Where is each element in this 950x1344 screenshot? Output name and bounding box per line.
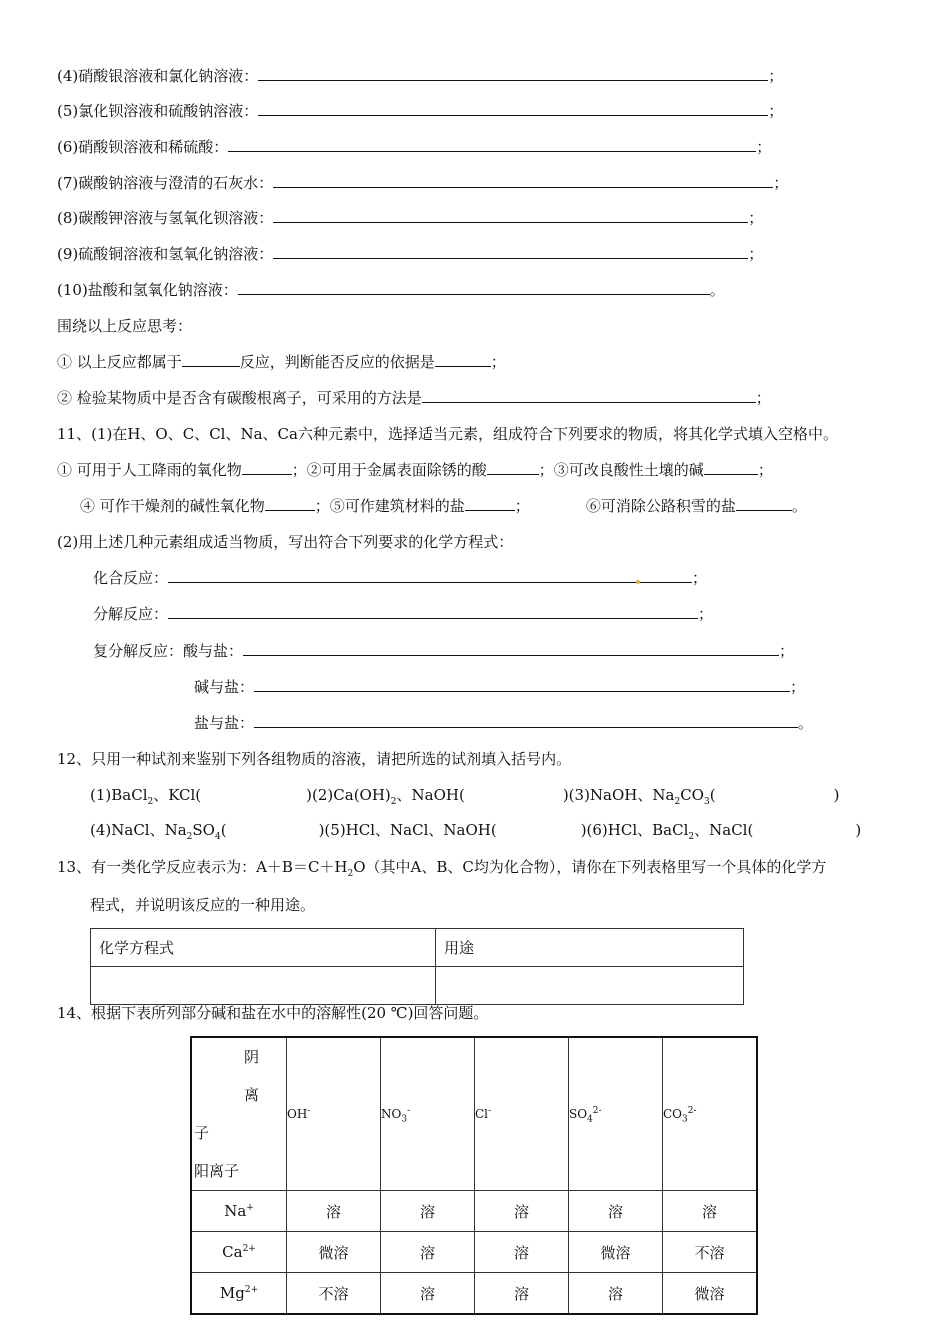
- cation-na: Na+: [191, 1191, 287, 1232]
- table-row: [191, 1232, 757, 1273]
- cation-ca: $Ca^{2+}$: [191, 1232, 287, 1273]
- solubility-cell: 溶: [381, 1191, 475, 1232]
- cation-mg: $Mg^{2+}$: [191, 1273, 287, 1315]
- q13-intro: 13、有一类化学反应表示为：$A+B=C+H_2O$（其中A、B、C均为化合物），请你在下列表格里写一个具体的化学方: [57, 858, 827, 879]
- table-row: [191, 1191, 757, 1232]
- q11-intro: 11、(1)在H、O、C、Cl、Na、Ca六种元素中，选择适当元素，组成符合下列要求的物质，将其化学式填入空格中。: [57, 425, 838, 443]
- answer-blank[interactable]: [243, 641, 779, 656]
- answer-blank[interactable]: [242, 460, 292, 475]
- answer-blank[interactable]: [258, 101, 768, 116]
- stray-dot: [636, 580, 640, 584]
- solubility-cell: 溶: [569, 1191, 663, 1232]
- anion-so4: $SO_4^{2-}$: [569, 1037, 663, 1191]
- answer-blank[interactable]: [228, 137, 756, 152]
- q11-part2: (2)用上述几种元素组成适当物质，写出符合下列要求的化学方程式：: [57, 533, 514, 551]
- equation-cell[interactable]: [91, 967, 436, 1005]
- corner-header: 阴 离 子 阳离子: [191, 1037, 287, 1191]
- answer-blank[interactable]: [273, 173, 773, 188]
- solubility-cell: 溶: [475, 1273, 569, 1315]
- q12-row2: (4)NaCl、$Na_2SO_4$( )(5)HCl、NaCl、NaOH( )(6)HCl、BaCl$_2$、NaCl( ): [90, 821, 862, 842]
- solubility-cell: 溶: [381, 1273, 475, 1315]
- answer-blank[interactable]: [487, 460, 539, 475]
- reaction-10: (10)盐酸和氢氧化钠溶液： 。: [57, 281, 725, 299]
- reaction-5: (5)氯化钡溶液和硫酸钠溶液： ；: [57, 102, 784, 120]
- solubility-table: [190, 1036, 758, 1315]
- anion-no3: $NO_3^-$: [381, 1037, 475, 1191]
- think-1: ① 以上反应都属于 反应，判断能否反应的依据是 ；: [57, 353, 506, 371]
- anion-oh: OH-: [287, 1037, 381, 1191]
- solubility-cell: 微溶: [287, 1232, 381, 1273]
- answer-blank[interactable]: [273, 244, 748, 259]
- q11-line-b: ④ 可作干燥剂的碱性氧化物 ；⑤可作建筑材料的盐 ； ⑥可消除公路积雪的盐 。: [80, 497, 807, 515]
- answer-blank[interactable]: [258, 66, 768, 81]
- solubility-cell: 不溶: [663, 1232, 758, 1273]
- answer-blank[interactable]: [168, 604, 698, 619]
- answer-blank[interactable]: [265, 496, 315, 511]
- answer-blank[interactable]: [465, 496, 515, 511]
- reaction-4: (4)硝酸银溶液和氯化钠溶液： ；: [57, 67, 784, 85]
- double-displacement-acid-salt: 复分解反应：酸与盐： ；: [93, 642, 795, 660]
- solubility-cell: 溶: [475, 1191, 569, 1232]
- reaction-6: (6)硝酸钡溶液和稀硫酸： ；: [57, 138, 772, 156]
- answer-blank[interactable]: [273, 208, 748, 223]
- reaction-7: (7)碳酸钠溶液与澄清的石灰水： ；: [57, 174, 789, 192]
- solubility-cell: 溶: [663, 1191, 758, 1232]
- table-row: [191, 1273, 757, 1315]
- solubility-cell: 溶: [287, 1191, 381, 1232]
- q11-line-a: ① 可用于人工降雨的氧化物 ；②可用于金属表面除锈的酸 ；③可改良酸性土壤的碱 ；: [57, 461, 773, 479]
- answer-blank[interactable]: [254, 677, 790, 692]
- answer-blank[interactable]: [238, 280, 710, 295]
- solubility-cell: 微溶: [663, 1273, 758, 1315]
- answer-blank[interactable]: [704, 460, 758, 475]
- solubility-cell: 不溶: [287, 1273, 381, 1315]
- answer-blank[interactable]: [168, 568, 692, 583]
- answer-blank[interactable]: [736, 496, 792, 511]
- reaction-8: (8)碳酸钾溶液与氢氧化钡溶液： ；: [57, 209, 764, 227]
- q12-intro: 12、只用一种试剂来鉴别下列各组物质的溶液，请把所选的试剂填入括号内。: [57, 750, 572, 768]
- q14-intro: 14、根据下表所列部分碱和盐在水中的溶解性(20 ℃)回答问题。: [57, 1004, 489, 1022]
- answer-blank[interactable]: [182, 352, 240, 367]
- q13-intro-2: 程式，并说明该反应的一种用途。: [90, 896, 316, 914]
- double-displacement-base-salt: 碱与盐： ；: [194, 678, 806, 696]
- q13-table: [90, 928, 744, 1005]
- double-displacement-salt-salt: 盐与盐： 。: [194, 714, 814, 732]
- think-2: ② 检验某物质中是否含有碳酸根离子，可采用的方法是 ；: [57, 389, 771, 407]
- reaction-9: (9)硫酸铜溶液和氢氧化钠溶液： ；: [57, 245, 764, 263]
- solubility-cell: 微溶: [569, 1232, 663, 1273]
- usage-cell[interactable]: [436, 967, 744, 1005]
- answer-blank[interactable]: [254, 713, 798, 728]
- solubility-cell: 溶: [381, 1232, 475, 1273]
- anion-cl: Cl-: [475, 1037, 569, 1191]
- solubility-cell: 溶: [569, 1273, 663, 1315]
- answer-blank[interactable]: [435, 352, 491, 367]
- header-equation: 化学方程式: [91, 929, 436, 967]
- header-usage: 用途: [436, 929, 744, 967]
- combination-reaction: 化合反应： ；: [93, 569, 708, 587]
- q12-row1: (1)BaCl$_2$、KCl( )$(2)Ca(OH)_2$、NaOH( )(3)NaOH、$Na_2CO_3$( ): [90, 786, 840, 807]
- anion-co3: $CO_3^{2-}$: [663, 1037, 758, 1191]
- decomposition-reaction: 分解反应： ；: [93, 605, 714, 623]
- answer-blank[interactable]: [422, 388, 756, 403]
- think-heading: 围绕以上反应思考：: [57, 317, 193, 335]
- solubility-cell: 溶: [475, 1232, 569, 1273]
